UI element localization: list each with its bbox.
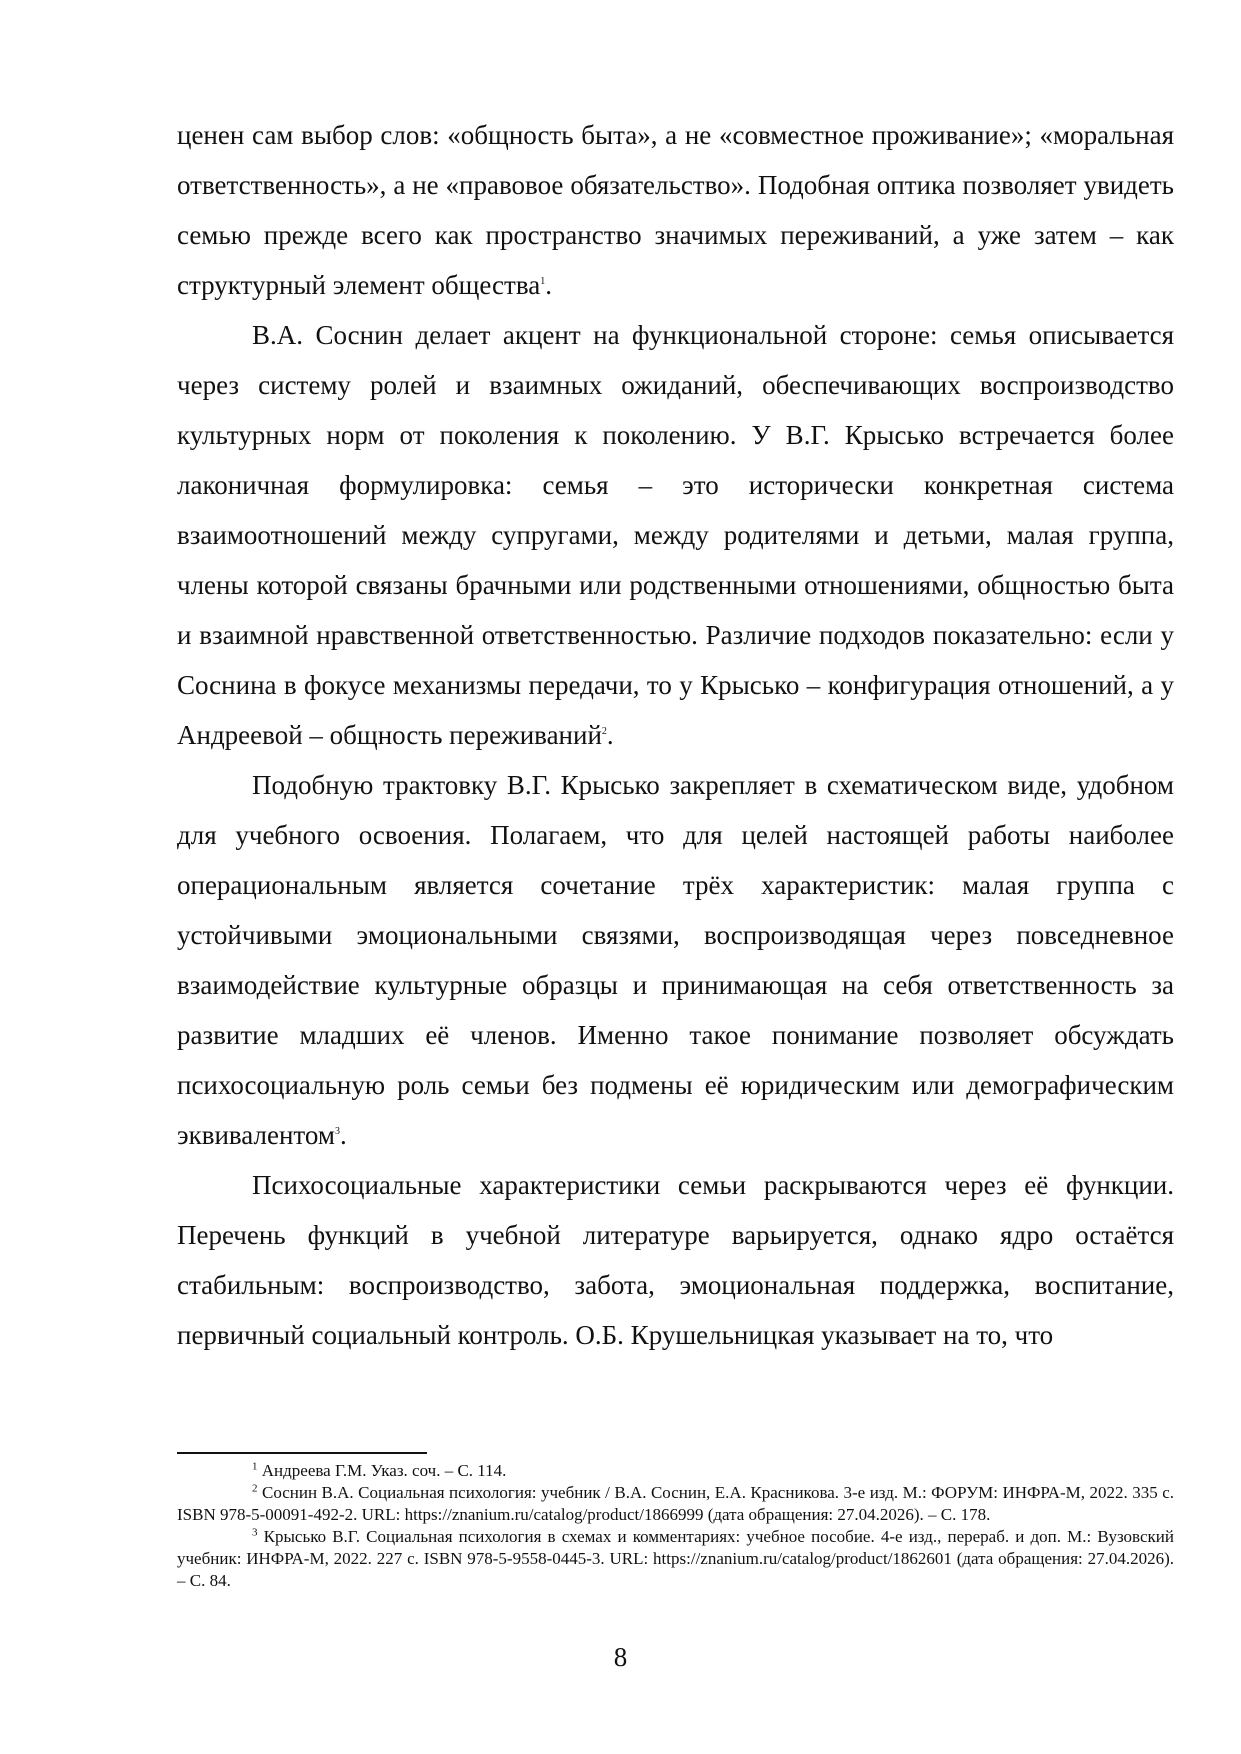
paragraph-tail: . [545,270,552,300]
paragraph-text: Психосоциальные характеристики семьи раскрываются через её функции. Перечень функций в учебной литературе варьируется, однако ядро остаётся стабильным: воспроизводство, забота, эмоциональная поддержка, воспитание, первичный социальный контроль. О.Б. Крушельницкая указывает на то, что [177,1170,1174,1350]
footnote-text: Соснин В.А. Социальная психология: учебник / В.А. Соснин, Е.А. Красникова. 3-е изд. М.: ФОРУМ: ИНФРА-М, 2022. 335 с. ISBN 978-5-00091-492-2. URL: https://znanium.ru/catalog/product/1866999 (дата обращения: 27.04.2026). – С. 178. [177,1483,1174,1524]
paragraph-4 [177,1160,1174,1360]
footnote-separator [177,1452,427,1454]
footnote-1 [177,1460,1174,1482]
footnote-text: Андреева Г.М. Указ. соч. – С. 114. [257,1461,507,1480]
footnote-reference-3[interactable]: 3 [334,1126,340,1137]
footnote-mark: 2 [252,1482,258,1495]
footnote-reference-1[interactable]: 1 [540,276,546,287]
body-text [177,110,1174,1360]
footnote-2 [177,1482,1174,1526]
page-number: 8 [613,1642,628,1672]
footnote-reference-2[interactable]: 2 [601,726,607,737]
paragraph-3 [177,760,1174,1160]
paragraph-text: ценен сам выбор слов: «общность быта», а не «совместное проживание»; «моральная ответственность», а не «правовое обязательство». Подобная оптика позволяет увидеть семью прежде всего как пространство значимых переживаний, а уже затем – как структурный элемент общества [177,120,1174,300]
paragraph-text: В.А. Соснин делает акцент на функциональной стороне: семья описывается через систему ролей и взаимных ожиданий, обеспечивающих воспроизводство культурных норм от поколения к поколению. У В.Г. Крысько встречается более лаконичная формулировка: семья – это исторически конкретная система взаимоотношений между супругами, между родителями и детьми, малая группа, члены которой связаны брачными или родственными отношениями, общностью быта и взаимной нравственной ответственностью. Различие подходов показательно: если у Соснина в фокусе механизмы передачи, то у Крысько – конфигурация отношений, а у Андреевой – общность переживаний [177,320,1174,750]
paragraph-tail: . [606,720,614,750]
paragraph-2 [177,310,1174,760]
paragraph-text: Подобную трактовку В.Г. Крысько закрепляет в схематическом виде, удобном для учебного освоения. Полагаем, что для целей настоящей работы наиболее операциональным является сочетание трёх характеристик: малая группа с устойчивыми эмоциональными связями, воспроизводящая через повседневное взаимодействие культурные образцы и принимающая на себя ответственность за развитие младших её членов. Именно такое понимание позволяет обсуждать психосоциальную роль семьи без подмены её юридическим или демографическим эквивалентом [177,770,1174,1150]
footnote-3 [177,1526,1174,1592]
paragraph-tail: . [339,1120,347,1150]
footnote-text: Крысько В.Г. Социальная психология в схемах и комментариях: учебное пособие. 4-е изд., перераб. и доп. М.: Вузовский учебник: ИНФРА-М, 2022. 227 с. ISBN 978-5-9558-0445-3. URL: https://znanium.ru/catalog/product/1862601 (дата обращения: 27.04.2026). – С. 84. [177,1527,1174,1590]
footnote-mark: 1 [252,1460,258,1473]
footnote-mark: 3 [252,1526,258,1539]
paragraph-1 [177,110,1174,310]
footnotes [177,1460,1174,1592]
